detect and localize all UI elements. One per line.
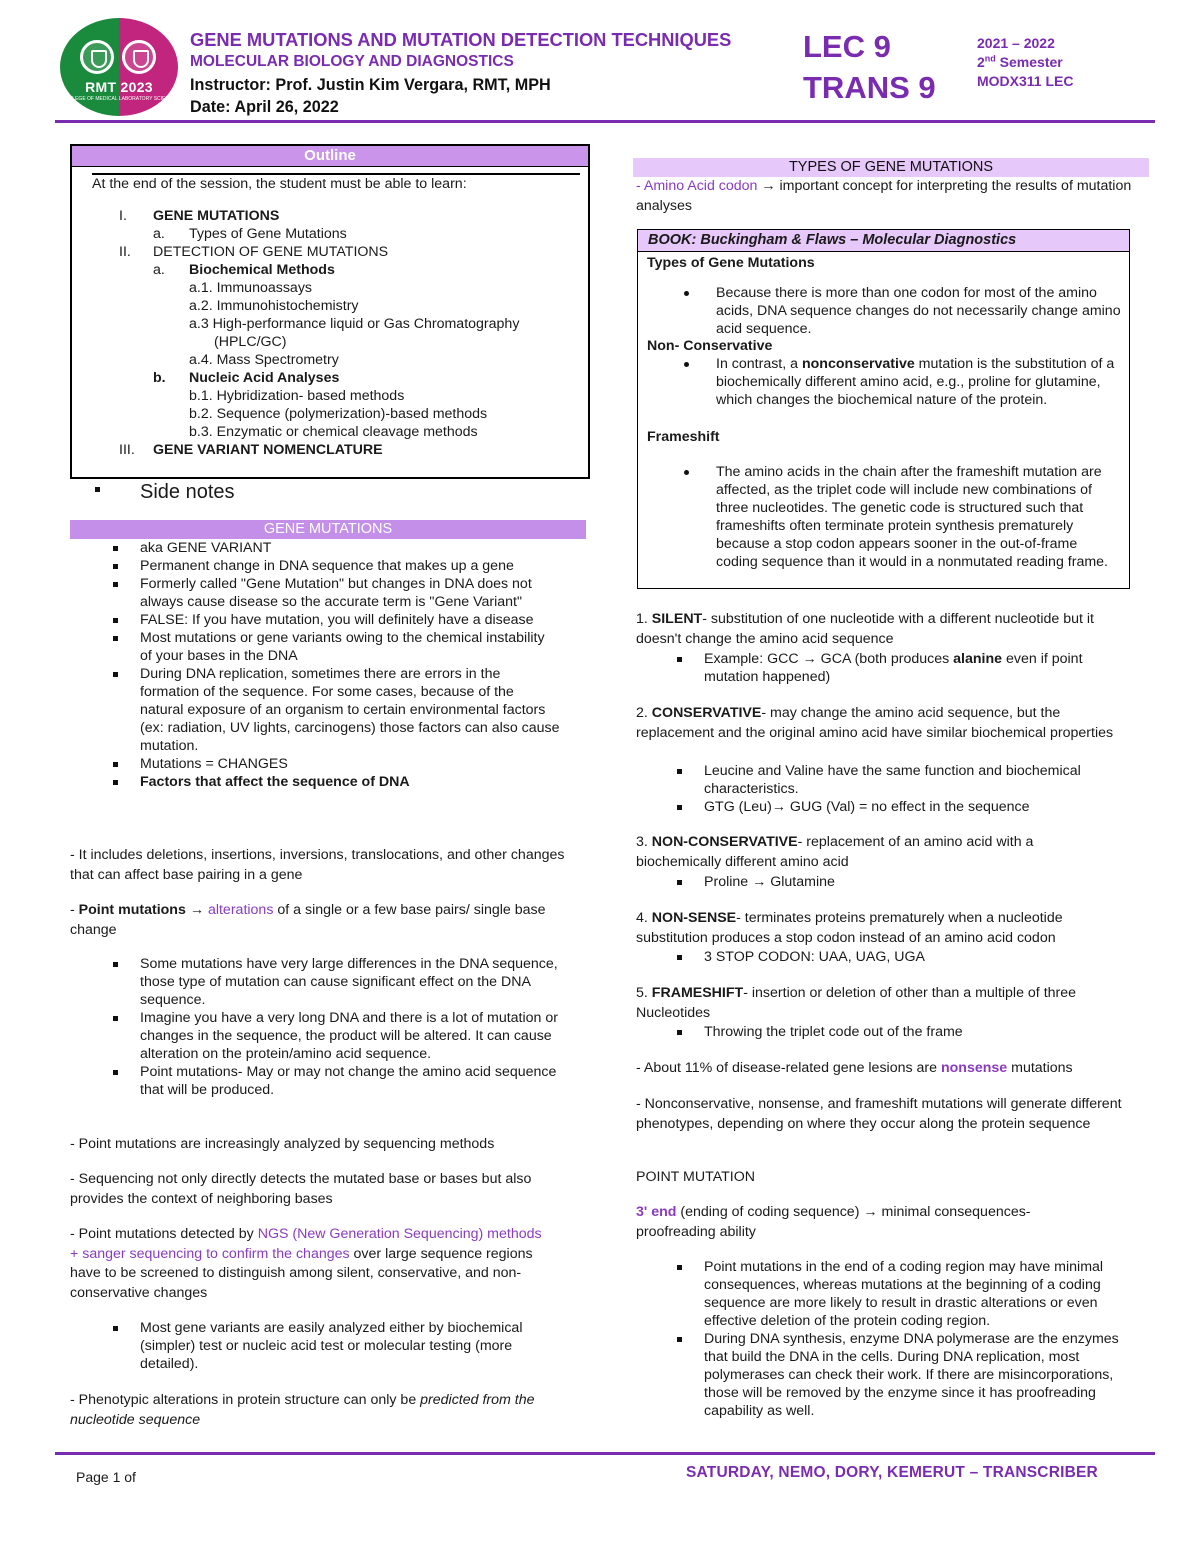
point-mutation-notes-list	[676, 1258, 1128, 1420]
outline-marker: II.	[119, 244, 131, 260]
outline-item: GENE MUTATIONS	[153, 208, 280, 224]
list-item: Point mutations- May or may not change the amino acid sequence that will be produced.	[112, 1063, 572, 1099]
logo-text: RMT 2023	[85, 79, 153, 95]
outline-item: Nucleic Acid Analyses	[189, 370, 340, 386]
outline-item: Types of Gene Mutations	[189, 226, 347, 242]
paragraph-nonsense-percent: - About 11% of disease-related gene lesions are nonsense mutations	[636, 1060, 1073, 1076]
outline-item: a.4. Mass Spectrometry	[189, 352, 339, 368]
nonconservative-list	[676, 873, 1136, 891]
book-types-label: Types of Gene Mutations	[647, 255, 815, 271]
list-item: Mutations = CHANGES	[112, 755, 560, 773]
document-title: GENE MUTATIONS AND MUTATION DETECTION TECHNIQUES	[190, 29, 732, 50]
outline-marker: a.	[153, 226, 165, 242]
gene-mutations-list	[112, 539, 560, 791]
nonsense-list	[676, 948, 1136, 966]
book-frameshift-label: Frameshift	[647, 429, 720, 445]
silent-list	[676, 650, 1136, 686]
paragraph-3-end: 3' end (ending of coding sequence) → minimal consequences- proofreading ability	[636, 1204, 1031, 1240]
lecture-number: LEC 9	[803, 29, 891, 64]
trans-number: TRANS 9	[803, 70, 936, 105]
outline-intro: At the end of the session, the student must be able to learn:	[92, 173, 580, 193]
list-item: Imagine you have a very long DNA and there is a lot of mutation or changes in the sequence, the product will be altered. It can cause alteration on the protein/amino acid sequence.	[112, 1009, 572, 1063]
list-item: During DNA replication, sometimes there are errors in the formation of the sequence. For some cases, because of the natural exposure of an organism to certain environmental factors (ex: radiation, UV lights, carcinogens) those factors can also cause mutation.	[112, 665, 560, 755]
footer-rule	[55, 1452, 1155, 1455]
side-notes-list	[94, 480, 574, 504]
list-item: Leucine and Valine have the same function and biochemical characteristics.	[676, 762, 1136, 798]
outline-item: (HPLC/GC)	[214, 334, 287, 350]
paragraph-amino-acid-codon: - Amino Acid codon → important concept for interpreting the results of mutation analyses	[636, 178, 1132, 214]
semester: 2nd Semester	[977, 53, 1063, 70]
course-name: MOLECULAR BIOLOGY AND DIAGNOSTICS	[190, 53, 514, 70]
list-item: GTG (Leu)→ GUG (Val) = no effect in the sequence	[676, 798, 1136, 816]
nonconservative-mutation: 3. NON-CONSERVATIVE- replacement of an amino acid with a biochemically different amino acid	[636, 834, 1034, 870]
frameshift-mutation: 5. FRAMESHIFT- insertion or deletion of other than a multiple of three Nucleotides	[636, 985, 1077, 1021]
list-item: Because there is more than one codon for most of the amino acids, DNA sequence changes do not necessarily change amino acid sequence.	[682, 284, 1122, 338]
lecture-date: Date: April 26, 2022	[190, 98, 339, 116]
outline-item: b.1. Hybridization- based methods	[189, 388, 405, 404]
logo-subtext: COLLEGE OF MEDICAL LABORATORY SCIENCE	[62, 96, 176, 102]
book-types-list	[682, 284, 1122, 338]
list-item: During DNA synthesis, enzyme DNA polymerase are the enzymes that build the DNA in the cells. During DNA replication, most polymerases can check their work. If there are misincorporations, those will be removed by the enzyme since it has proofreading capability as well.	[676, 1330, 1128, 1420]
list-item: Most gene variants are easily analyzed either by biochemical (simpler) test or nucleic acid test or molecular testing (more detailed).	[112, 1319, 574, 1373]
side-notes: Side notes	[94, 480, 574, 504]
paragraph-sequencing: - Sequencing not only directly detects the mutated base or bases but also provides the context of neighboring bases	[70, 1171, 532, 1207]
outline-box	[70, 144, 590, 479]
silent-mutation: 1. SILENT- substitution of one nucleotide with a different nucleotide but it doesn't change the amino acid sequence	[636, 611, 1094, 647]
university-seal-icon	[80, 40, 114, 74]
paragraph-phenotypic: - Phenotypic alterations in protein structure can only be predicted from the nucleotide sequence	[70, 1392, 535, 1428]
paragraph-sequencing-methods: - Point mutations are increasingly analyzed by sequencing methods	[70, 1136, 495, 1152]
outline-marker: b.	[153, 370, 166, 386]
outline-item: b.2. Sequence (polymerization)-based methods	[189, 406, 488, 422]
outline-item: a.1. Immunoassays	[189, 280, 313, 296]
list-item: Example: GCC → GCA (both produces alanine even if point mutation happened)	[676, 650, 1136, 686]
types-heading: TYPES OF GENE MUTATIONS	[633, 158, 1149, 177]
list-item: In contrast, a nonconservative mutation is the substitution of a biochemically different amino acid, e.g., proline for glutamine, which changes the biochemical nature of the protein.	[682, 355, 1122, 409]
outline-item: DETECTION OF GENE MUTATIONS	[153, 244, 389, 260]
point-mutation-list	[112, 955, 572, 1099]
list-item: Most mutations or gene variants owing to the chemical instability of your bases in the DNA	[112, 629, 560, 665]
list-item: Permanent change in DNA sequence that makes up a gene	[112, 557, 560, 575]
list-item: Throwing the triplet code out of the frame	[676, 1023, 1136, 1041]
paragraph-point-mutations: - Point mutations → alterations of a single or a few base pairs/ single base change	[70, 902, 546, 938]
course-code: MODX311 LEC	[977, 73, 1074, 89]
outline-item: a.3 High-performance liquid or Gas Chromatography	[189, 316, 520, 332]
paragraph-phenotypes: - Nonconservative, nonsense, and frameshift mutations will generate different phenotypes, depending on where they occur along the protein sequence	[636, 1096, 1122, 1132]
gene-mutations-heading: GENE MUTATIONS	[70, 520, 586, 539]
book-heading: BOOK: Buckingham & Flaws – Molecular Diagnostics	[638, 230, 1129, 252]
paragraph-ngs: - Point mutations detected by NGS (New Generation Sequencing) methods + sanger sequencing to confirm the changes over large sequence regions have to be screened to distinguish among silent, conservative, and non- conservative changes	[70, 1226, 542, 1301]
outline-item: GENE VARIANT NOMENCLATURE	[153, 442, 383, 458]
outline-marker: I.	[119, 208, 127, 224]
transcriber-credit: SATURDAY, NEMO, DORY, KEMERUT – TRANSCRIBER	[686, 1464, 1098, 1481]
outline-marker: III.	[119, 442, 135, 458]
frameshift-list	[676, 1023, 1136, 1041]
page-number: Page 1 of	[76, 1469, 136, 1485]
book-nonconservative-list	[682, 355, 1122, 409]
instructor: Instructor: Prof. Justin Kim Vergara, RMT, MPH	[190, 76, 551, 94]
list-item: 3 STOP CODON: UAA, UAG, UGA	[676, 948, 1136, 966]
book-box	[637, 229, 1130, 589]
paragraph-includes: - It includes deletions, insertions, inversions, translocations, and other changes that can affect base pairing in a gene	[70, 847, 565, 883]
conservative-list	[676, 762, 1136, 816]
outline-marker: a.	[153, 262, 165, 278]
book-frameshift-list	[682, 463, 1122, 571]
book-nonconservative-label: Non- Conservative	[647, 338, 773, 354]
list-item: Formerly called "Gene Mutation" but changes in DNA does not always cause disease so the accurate term is "Gene Variant"	[112, 575, 560, 611]
outline-item: a.2. Immunohistochemistry	[189, 298, 359, 314]
outline-heading: Outline	[72, 146, 588, 167]
list-item: Proline → Glutamine	[676, 873, 1136, 891]
gene-variant-test-list	[112, 1319, 574, 1373]
outline-item: Biochemical Methods	[189, 262, 335, 278]
point-mutation-heading: POINT MUTATION	[636, 1169, 756, 1185]
list-item: Point mutations in the end of a coding region may have minimal consequences, whereas mutations at the beginning of a coding sequence are more likely to result in drastic alterations or even effective deletion of the protein coding region.	[676, 1258, 1128, 1330]
list-item: Factors that affect the sequence of DNA	[112, 773, 560, 791]
list-item: The amino acids in the chain after the frameshift mutation are affected, as the triplet code will include new combinations of three nucleotides. The genetic code is structured such that frameshifts often terminate protein synthesis prematurely because a stop codon appears sooner in the out-of-frame coding sequence than it would in a nonmutated reading frame.	[682, 463, 1122, 571]
list-item: FALSE: If you have mutation, you will definitely have a disease	[112, 611, 560, 629]
nonsense-mutation: 4. NON-SENSE- terminates proteins prematurely when a nucleotide substitution produces a stop codon instead of an amino acid codon	[636, 910, 1063, 946]
outline-item: b.3. Enzymatic or chemical cleavage methods	[189, 424, 478, 440]
list-item: Some mutations have very large differences in the DNA sequence, those type of mutation can cause significant effect on the DNA sequence.	[112, 955, 572, 1009]
college-seal-icon	[122, 40, 156, 74]
list-item: aka GENE VARIANT	[112, 539, 560, 557]
header-rule	[55, 120, 1155, 123]
school-year: 2021 – 2022	[977, 35, 1055, 51]
conservative-mutation: 2. CONSERVATIVE- may change the amino acid sequence, but the replacement and the original amino acid have similar biochemical properties	[636, 705, 1114, 741]
rmt-logo	[60, 18, 178, 116]
